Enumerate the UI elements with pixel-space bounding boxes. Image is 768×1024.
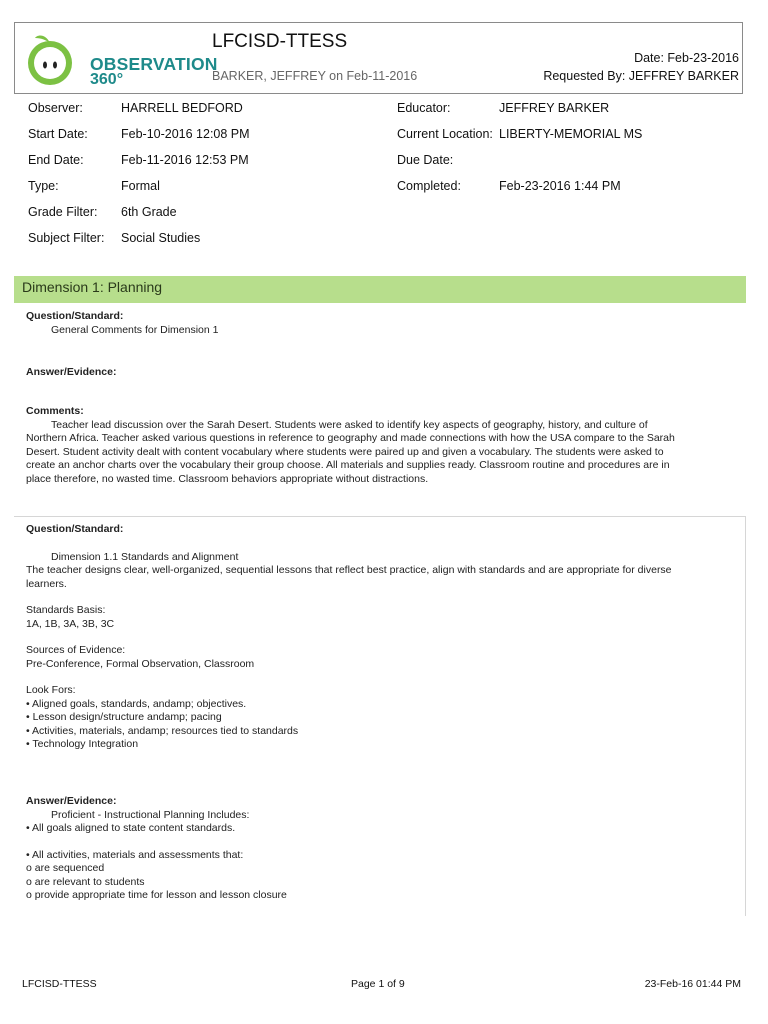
comments-line: create an anchor charts over the vocabulary their group choose. All materials and supplies ready. Classroom routine and procedures are in	[26, 459, 670, 471]
document-subtitle: BARKER, JEFFREY on Feb-11-2016	[212, 69, 418, 83]
comments-block	[26, 405, 736, 486]
type-label: Type:	[28, 179, 59, 193]
look-for-item: • Lesson design/structure andamp; pacing	[26, 711, 222, 723]
question-label: Question/Standard:	[26, 310, 124, 322]
type-value: Formal	[121, 179, 160, 193]
current-location-value: LIBERTY-MEMORIAL MS	[499, 127, 643, 141]
standard-title: Dimension 1.1 Standards and Alignment	[51, 550, 239, 563]
sources-label: Sources of Evidence:	[26, 644, 126, 656]
question-block-2	[26, 523, 736, 752]
grade-filter-value: 6th Grade	[121, 205, 177, 219]
due-date-label: Due Date:	[397, 153, 454, 167]
answer-line: • All goals aligned to state content standards.	[26, 822, 236, 834]
sources-value: Pre-Conference, Formal Observation, Classroom	[26, 657, 255, 670]
answer-line: • All activities, materials and assessments that:	[26, 848, 244, 861]
comments-line: Teacher lead discussion over the Sarah Desert. Students were asked to identify key aspects of geography, history, and culture of	[51, 418, 648, 431]
comments-label: Comments:	[26, 405, 84, 417]
standards-basis-value: 1A, 1B, 3A, 3B, 3C	[26, 617, 115, 630]
standard-description: The teacher designs clear, well-organized, sequential lessons that reflect best practice, align with standards and are appropriate for diverse	[26, 564, 672, 576]
observer-label: Observer:	[28, 101, 83, 115]
footer-timestamp: 23-Feb-16 01:44 PM	[644, 978, 741, 990]
page-number: Page 1 of 9	[351, 978, 405, 990]
answer-list-item: o provide appropriate time for lesson and lesson closure	[26, 889, 287, 901]
comments-line: place therefore, no wasted time. Classroom behaviors appropriate without distractions.	[26, 472, 429, 485]
look-for-item: • Technology Integration	[26, 738, 139, 750]
look-for-item: • Activities, materials, andamp; resources tied to standards	[26, 724, 299, 737]
current-location-label: Current Location:	[397, 127, 493, 141]
document-date: Date: Feb-23-2016	[634, 51, 739, 65]
question-label: Question/Standard:	[26, 523, 124, 535]
end-date-value: Feb-11-2016 12:53 PM	[121, 153, 249, 167]
answer-line: Proficient - Instructional Planning Includes:	[51, 808, 250, 821]
question-text: General Comments for Dimension 1	[51, 323, 219, 336]
meta-right	[397, 101, 747, 211]
observation360-logo	[23, 29, 218, 89]
apple-logo-icon	[23, 29, 85, 87]
meta-left	[28, 101, 388, 261]
standards-basis-label: Standards Basis:	[26, 604, 106, 616]
completed-label: Completed:	[397, 179, 461, 193]
look-fors-label: Look Fors:	[26, 684, 76, 696]
answer-list-item: o are relevant to students	[26, 875, 145, 888]
educator-label: Educator:	[397, 101, 451, 115]
comments-line: Desert. Student activity dealt with content vocabulary where students were paired up and given a vocabulary. The students were asked to	[26, 445, 664, 458]
answer-label: Answer/Evidence:	[26, 795, 117, 807]
look-for-item: • Aligned goals, standards, andamp; objectives.	[26, 697, 247, 710]
end-date-label: End Date:	[28, 153, 84, 167]
logo-text-observation: OBSERVATION	[90, 54, 218, 74]
question-block-1	[26, 310, 218, 337]
start-date-label: Start Date:	[28, 127, 88, 141]
document-title: LFCISD-TTESS	[212, 31, 348, 52]
grade-filter-label: Grade Filter:	[28, 205, 98, 219]
report-header	[14, 22, 743, 94]
dimension-header: Dimension 1: Planning	[14, 276, 746, 303]
start-date-value: Feb-10-2016 12:08 PM	[121, 127, 250, 141]
subject-filter-value: Social Studies	[121, 231, 201, 245]
answer-block-2	[26, 795, 736, 903]
comments-line: Northern Africa. Teacher asked various questions in reference to geography and made connections with how the USA compare to the Sarah	[26, 432, 675, 444]
footer-title: LFCISD-TTESS	[22, 978, 97, 990]
observer-value: HARRELL BEDFORD	[121, 101, 243, 115]
educator-value: JEFFREY BARKER	[499, 101, 610, 115]
completed-value: Feb-23-2016 1:44 PM	[499, 179, 621, 193]
logo-text-360: 360°	[90, 71, 124, 88]
subject-filter-label: Subject Filter:	[28, 231, 105, 245]
answer-list-item: o are sequenced	[26, 862, 105, 874]
standard-description: learners.	[26, 577, 67, 590]
answer-label: Answer/Evidence:	[26, 366, 117, 378]
requested-by: Requested By: JEFFREY BARKER	[543, 69, 739, 83]
